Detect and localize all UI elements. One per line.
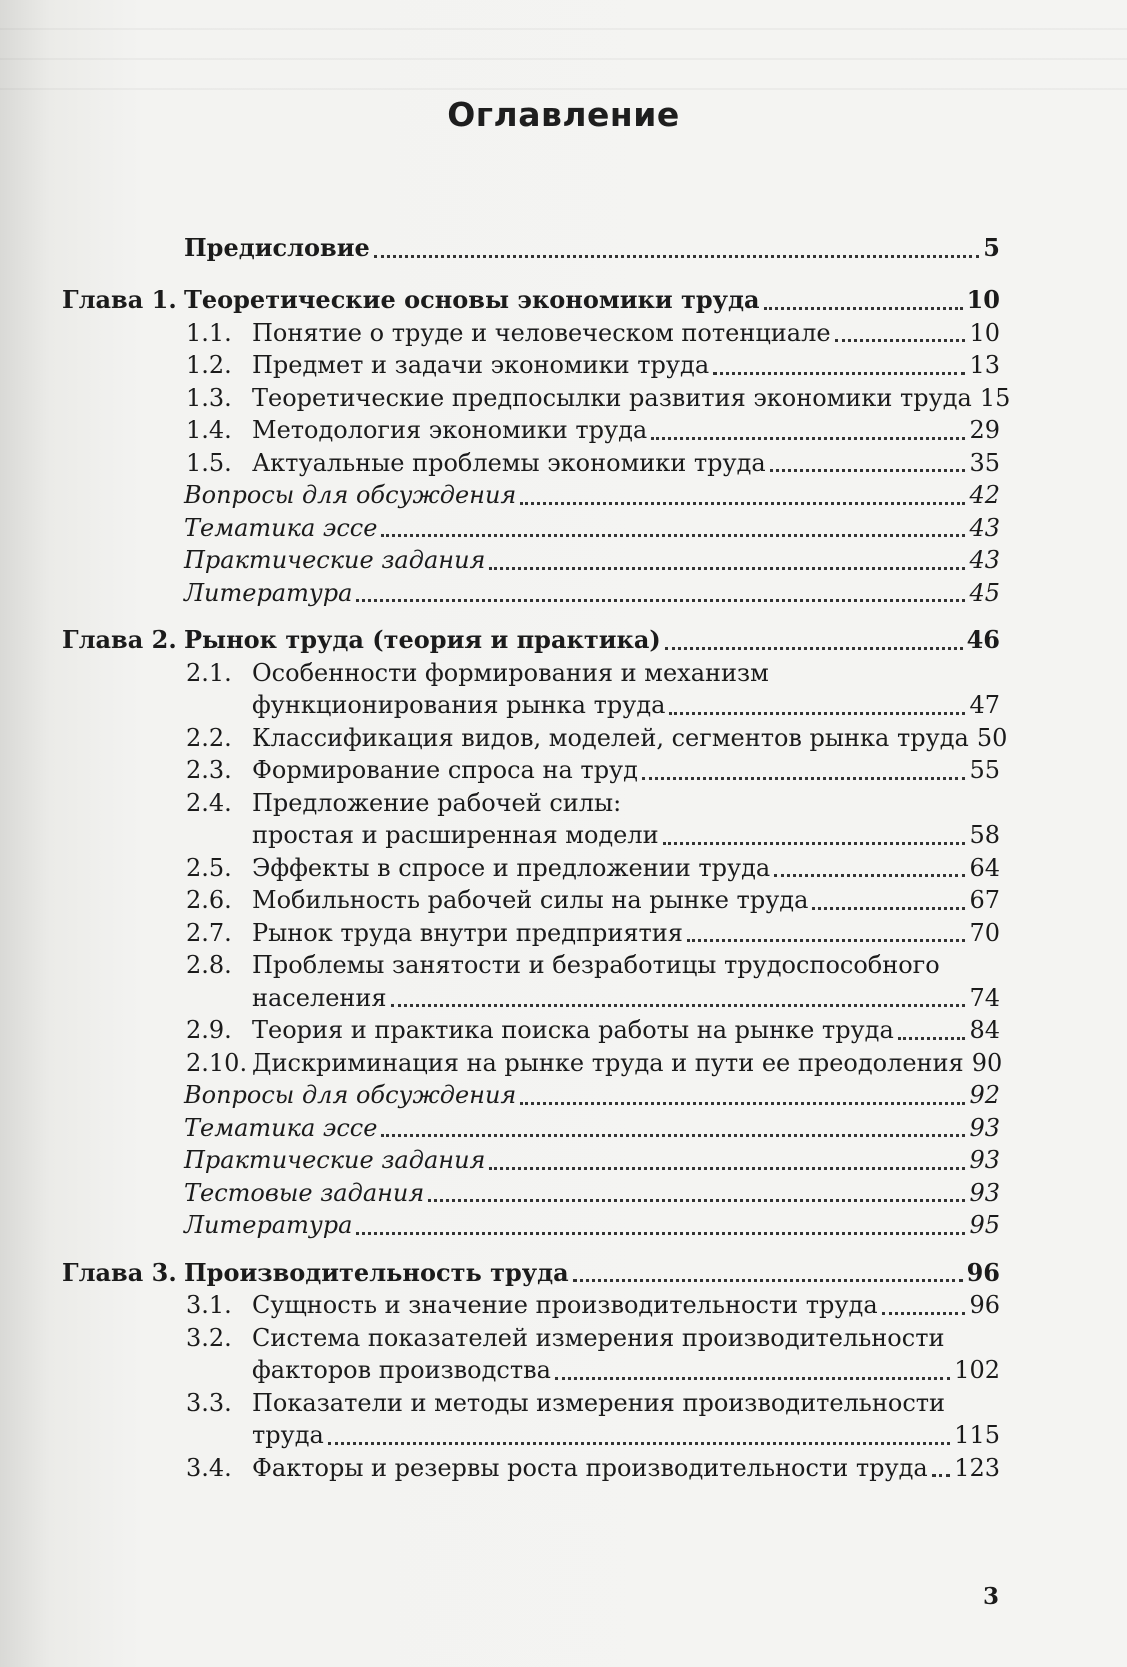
leader-dots bbox=[489, 1167, 965, 1170]
chapter-label: Глава 1. bbox=[62, 285, 177, 314]
toc-entry-extra bbox=[184, 1144, 1000, 1176]
toc-entry-section bbox=[252, 689, 1000, 721]
toc-entry-section-page: 50 bbox=[976, 723, 1008, 752]
toc-entry-chapter bbox=[184, 284, 1000, 316]
toc-entry-preface-text: Предисловие bbox=[184, 233, 370, 262]
leader-dots bbox=[356, 599, 965, 602]
toc-entry-section bbox=[252, 317, 1000, 349]
leader-dots bbox=[374, 255, 979, 258]
section-number: 2.1. bbox=[186, 658, 232, 687]
toc-entry-section bbox=[252, 819, 1000, 851]
leader-dots bbox=[713, 372, 965, 375]
toc-entry-section bbox=[252, 884, 1000, 916]
section-number: 2.9. bbox=[186, 1016, 232, 1044]
toc-entry-section-text: населения bbox=[252, 983, 387, 1012]
leader-dots bbox=[642, 777, 965, 780]
toc-entry-chapter-text: Рынок труда (теория и практика) bbox=[184, 625, 661, 654]
toc-entry-section-page: 123 bbox=[954, 1453, 1000, 1482]
section-number: 1.1. bbox=[186, 318, 232, 347]
leader-dots bbox=[687, 939, 966, 942]
toc-entry-section bbox=[252, 982, 1000, 1014]
toc-entry-section-text: Дискриминация на рынке труда и пути ее преодоления bbox=[252, 1048, 964, 1077]
toc-entry-section-text: Проблемы занятости и безработицы трудоспособного bbox=[252, 951, 940, 979]
toc-entry-extra-text: Тематика эссе bbox=[184, 513, 378, 542]
toc-entry-extra-page: 92 bbox=[969, 1081, 1000, 1109]
section-number: 3.2. bbox=[186, 1323, 232, 1352]
leader-dots bbox=[812, 907, 965, 910]
toc-entry-section-page: 29 bbox=[969, 416, 1000, 444]
leader-dots bbox=[428, 1199, 965, 1202]
toc-entry-section-page: 115 bbox=[954, 1421, 1000, 1449]
toc-entry-section-text: Факторы и резервы роста производительности труда bbox=[252, 1453, 928, 1482]
toc-entry-section-page: 96 bbox=[969, 1291, 1000, 1319]
toc-entry-extra bbox=[184, 544, 1000, 576]
section-number: 3.4. bbox=[186, 1453, 232, 1482]
toc-entry-section bbox=[252, 1014, 1000, 1046]
toc-entry-section-text: Рынок труда внутри предприятия bbox=[252, 918, 683, 947]
toc-entry-section-page: 35 bbox=[969, 448, 1000, 477]
toc-entry-section-page: 84 bbox=[969, 1016, 1000, 1044]
toc-entry-section-text: функционирования рынка труда bbox=[252, 691, 666, 719]
section-number: 1.3. bbox=[186, 383, 232, 412]
toc-entry-section-page: 70 bbox=[969, 918, 1000, 947]
toc-entry-section bbox=[252, 1354, 1000, 1386]
leader-dots bbox=[520, 1102, 965, 1105]
toc-entry-extra-page: 93 bbox=[969, 1178, 1000, 1207]
section-number: 2.10. bbox=[186, 1048, 248, 1077]
toc-entry-extra-text: Литература bbox=[184, 1211, 353, 1239]
leader-dots bbox=[356, 1232, 965, 1235]
toc-entry-extra-page: 43 bbox=[969, 546, 1000, 574]
leader-dots bbox=[669, 712, 965, 715]
leader-dots bbox=[932, 1474, 951, 1477]
section-number: 1.5. bbox=[186, 448, 232, 477]
toc-entry-section-text: Эффекты в спросе и предложении труда bbox=[252, 853, 771, 882]
toc-entry-section-text: Классификация видов, моделей, сегментов рынка труда bbox=[252, 723, 969, 752]
leader-dots bbox=[770, 469, 966, 472]
toc-entry-section-page: 64 bbox=[969, 853, 1000, 882]
toc-entry-extra-page: 93 bbox=[969, 1113, 1000, 1142]
section-number: 2.8. bbox=[186, 951, 232, 979]
toc-entry-extra-text: Тестовые задания bbox=[184, 1178, 425, 1207]
toc-entry-extra-page: 43 bbox=[969, 513, 1000, 542]
section-number: 2.7. bbox=[186, 918, 232, 947]
toc-entry-section-page: 55 bbox=[969, 756, 1000, 784]
toc-entry-section-text: Система показателей измерения производительности bbox=[252, 1323, 945, 1352]
toc-entry-extra-text: Практические задания bbox=[184, 1146, 486, 1174]
toc-entry-section-text: Теоретические предпосылки развития экономики труда bbox=[252, 383, 972, 412]
toc-entry-preface-page: 5 bbox=[983, 233, 1000, 262]
toc-entry-section-page: 10 bbox=[969, 318, 1000, 347]
toc-entry-extra bbox=[184, 1112, 1000, 1144]
toc-entry-section-text: простая и расширенная модели bbox=[252, 821, 659, 849]
toc-entry-extra-text: Литература bbox=[184, 578, 353, 607]
leader-dots bbox=[663, 842, 966, 845]
toc-entry-section-text: Особенности формирования и механизм bbox=[252, 658, 769, 687]
chapter-label: Глава 2. bbox=[62, 625, 177, 654]
leader-dots bbox=[882, 1312, 966, 1315]
toc-entry-section bbox=[252, 1452, 1000, 1484]
toc-entry-section bbox=[252, 349, 1000, 381]
toc-entry-section-page: 47 bbox=[969, 691, 1000, 719]
toc-entry-section-text: Теория и практика поиска работы на рынке труда bbox=[252, 1016, 894, 1044]
toc-entry-section-text: Методология экономики труда bbox=[252, 416, 648, 444]
toc-entry-section bbox=[252, 447, 1000, 479]
toc-entry-section bbox=[252, 722, 1008, 754]
toc-entry-extra bbox=[184, 1177, 1000, 1209]
leader-dots bbox=[328, 1442, 950, 1445]
toc-entry-section bbox=[252, 414, 1000, 446]
toc-entry-section-text: Актуальные проблемы экономики труда bbox=[252, 448, 766, 477]
leader-dots bbox=[555, 1377, 950, 1380]
leader-dots bbox=[381, 1134, 965, 1137]
toc-entry-extra bbox=[184, 1209, 1000, 1241]
leader-dots bbox=[391, 1004, 966, 1007]
leader-dots bbox=[381, 534, 965, 537]
toc-entry-section bbox=[252, 1047, 1003, 1079]
toc-entry-section bbox=[252, 382, 1011, 414]
toc-entry-extra-page: 42 bbox=[969, 481, 1000, 509]
toc-entry-chapter-text: Производительность труда bbox=[184, 1257, 569, 1287]
toc-entry-section-page: 90 bbox=[971, 1048, 1003, 1077]
section-number: 1.2. bbox=[186, 351, 232, 379]
toc-entry-section-text: Мобильность рабочей силы на рынке труда bbox=[252, 886, 809, 914]
toc-entry-chapter-page: 10 bbox=[966, 285, 1000, 314]
leader-dots bbox=[573, 1279, 963, 1282]
section-number: 2.4. bbox=[186, 788, 232, 817]
toc-entry-chapter-page: 46 bbox=[966, 625, 1000, 654]
toc-entry-extra bbox=[184, 512, 1000, 544]
leader-dots bbox=[774, 874, 965, 877]
toc-entry-chapter-text: Теоретические основы экономики труда bbox=[184, 285, 760, 314]
toc-entry-section-text: Сущность и значение производительности труда bbox=[252, 1291, 878, 1319]
page-title: Оглавление bbox=[447, 95, 680, 134]
toc-entry-section-text: Показатели и методы измерения производительности bbox=[252, 1388, 946, 1417]
toc-entry-preface bbox=[184, 232, 1000, 264]
toc-entry-chapter-page: 96 bbox=[966, 1257, 1000, 1287]
toc-entry-extra-page: 95 bbox=[969, 1211, 1000, 1239]
leader-dots bbox=[835, 339, 966, 342]
leader-dots bbox=[665, 647, 963, 650]
section-number: 3.1. bbox=[186, 1291, 232, 1319]
toc-entry-extra bbox=[184, 577, 1000, 609]
leader-dots bbox=[651, 437, 965, 440]
toc-entry-extra bbox=[184, 1079, 1000, 1111]
toc-entry-section bbox=[252, 917, 1000, 949]
leader-dots bbox=[764, 307, 963, 310]
chapter-label: Глава 3. bbox=[62, 1257, 177, 1287]
toc-entry-extra-text: Вопросы для обсуждения bbox=[184, 481, 517, 509]
section-number: 2.5. bbox=[186, 853, 232, 882]
toc-entry-section-text: Понятие о труде и человеческом потенциале bbox=[252, 318, 831, 347]
section-number: 3.3. bbox=[186, 1388, 232, 1417]
toc-entry-section-page: 74 bbox=[969, 983, 1000, 1012]
toc-entry-chapter bbox=[184, 624, 1000, 656]
toc-entry-extra-text: Тематика эссе bbox=[184, 1113, 378, 1142]
toc-entry-section bbox=[252, 754, 1000, 786]
toc-entry-section bbox=[252, 1419, 1000, 1451]
toc-entry-section bbox=[252, 1289, 1000, 1321]
toc-entry-section-page: 67 bbox=[969, 886, 1000, 914]
toc-entry-extra-text: Практические задания bbox=[184, 546, 486, 574]
toc-entry-extra-page: 45 bbox=[969, 578, 1000, 607]
toc-entry-section bbox=[252, 852, 1000, 884]
toc-entry-extra-text: Вопросы для обсуждения bbox=[184, 1081, 517, 1109]
toc-entry-section-text: Формирование спроса на труд bbox=[252, 756, 638, 784]
toc-entry-section-text: Предложение рабочей силы: bbox=[252, 788, 622, 817]
toc-entry-section-text: труда bbox=[252, 1421, 324, 1449]
toc-entry-section-page: 102 bbox=[954, 1356, 1000, 1384]
toc-entry-extra-page: 93 bbox=[969, 1146, 1000, 1174]
page-number: 3 bbox=[982, 1583, 999, 1610]
toc-entry-chapter bbox=[184, 1257, 1000, 1289]
toc-entry-section-text: Предмет и задачи экономики труда bbox=[252, 351, 710, 379]
toc-entry-extra bbox=[184, 479, 1000, 511]
section-number: 2.2. bbox=[186, 723, 232, 752]
section-number: 2.3. bbox=[186, 756, 232, 784]
toc-entry-section-text: факторов производства bbox=[252, 1356, 551, 1384]
toc-entry-section-page: 13 bbox=[969, 351, 1000, 379]
toc-entry-section-page: 58 bbox=[969, 821, 1000, 849]
section-number: 2.6. bbox=[186, 886, 232, 914]
leader-dots bbox=[520, 502, 965, 505]
section-number: 1.4. bbox=[186, 416, 232, 444]
leader-dots bbox=[898, 1037, 966, 1040]
leader-dots bbox=[489, 567, 965, 570]
toc-entry-section-page: 15 bbox=[979, 383, 1011, 412]
